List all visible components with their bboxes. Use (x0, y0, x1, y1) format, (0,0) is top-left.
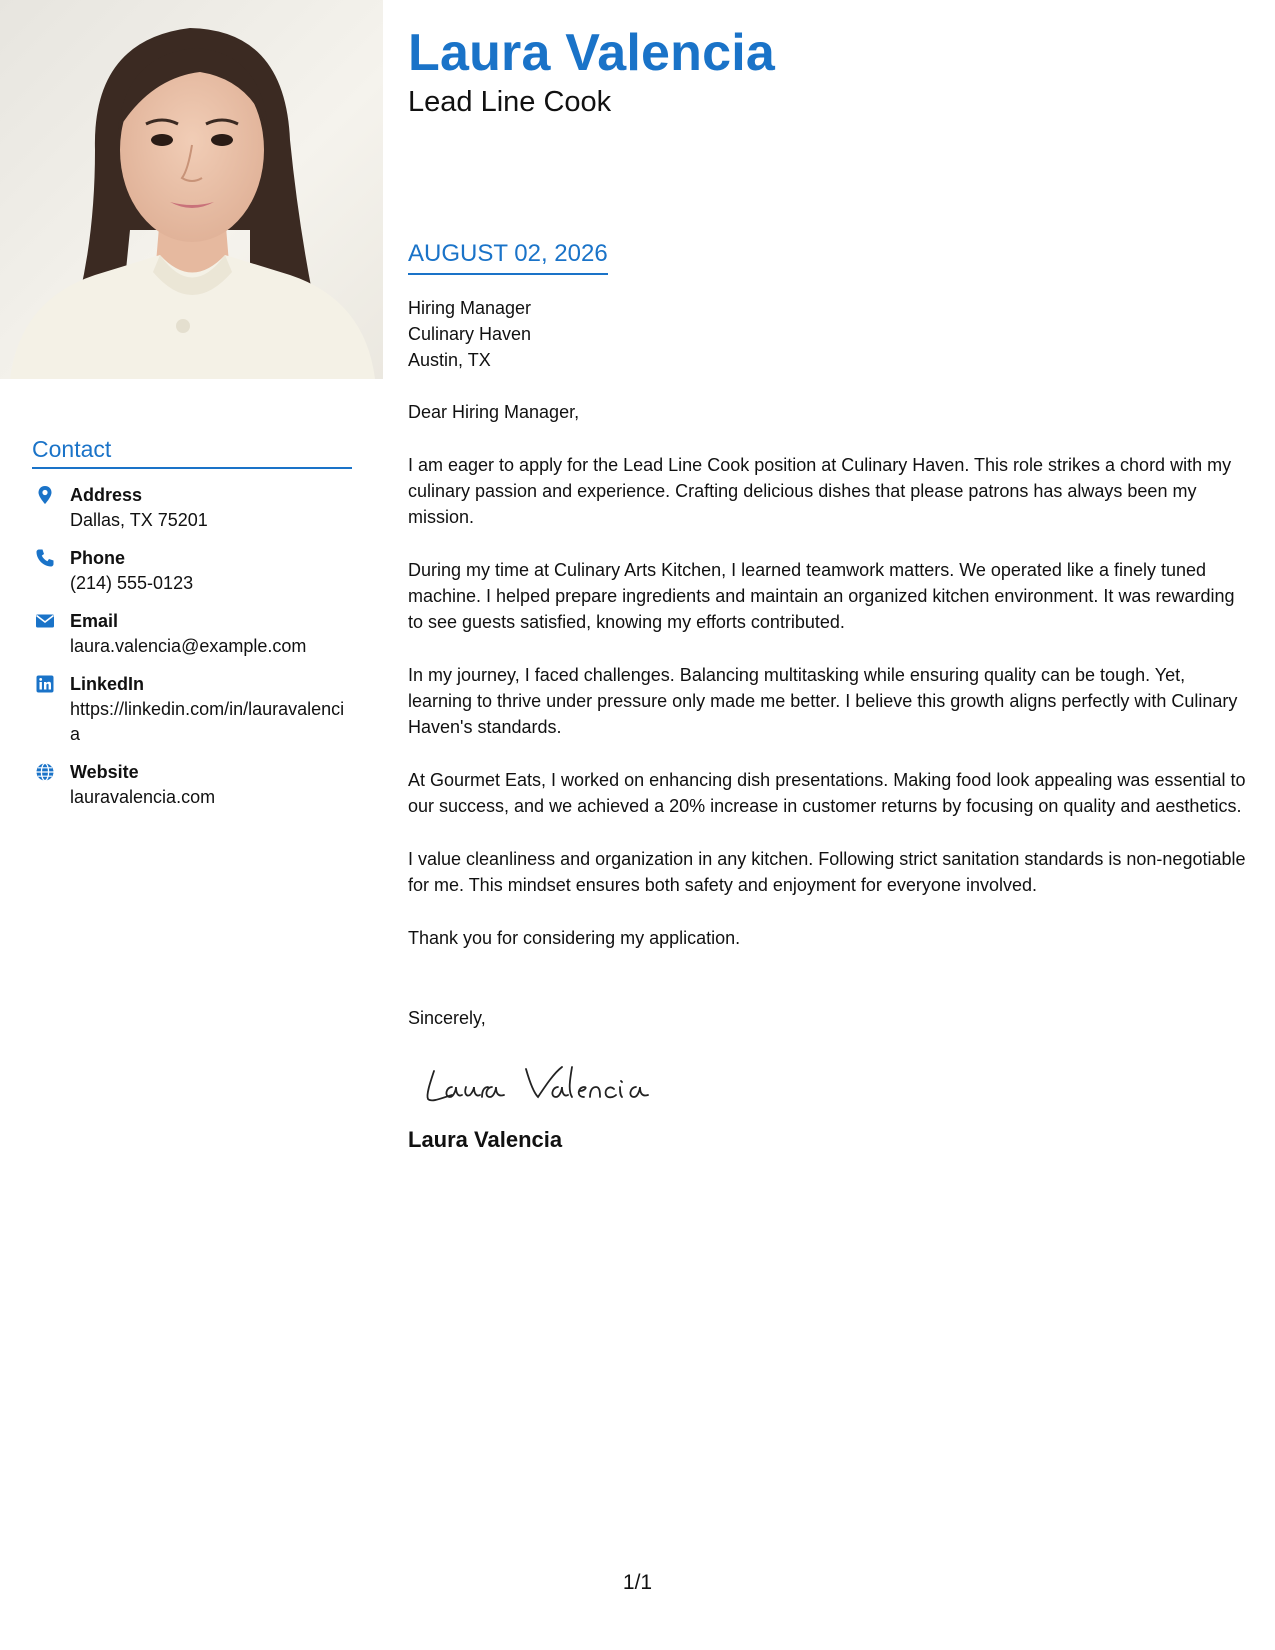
recipient-company: Culinary Haven (408, 324, 532, 344)
contact-item-phone (32, 546, 352, 596)
envelope-icon (35, 611, 55, 631)
paragraph-5: I value cleanliness and organization in any kitchen. Following strict sanitation standards is non-negotiable for me. This mindset ensures both safety and enjoyment for everyone involved. (408, 849, 1246, 895)
linkedin-icon (35, 674, 55, 694)
phone-value[interactable]: (214) 555-0123 (70, 573, 194, 593)
website-value[interactable]: lauravalencia.com (70, 787, 216, 807)
letter-date: AUGUST 02, 2026 (408, 240, 608, 275)
salutation: Dear Hiring Manager, (408, 402, 580, 422)
recipient-location: Austin, TX (408, 350, 491, 370)
email-label: Email (70, 611, 119, 631)
website-label: Website (70, 762, 139, 782)
contact-heading: Contact (32, 436, 352, 469)
globe-icon (35, 762, 55, 782)
profile-photo (0, 0, 383, 379)
page-number: 1/1 (622, 1571, 653, 1594)
address-label: Address (70, 485, 143, 505)
signature-image (422, 1057, 662, 1111)
location-pin-icon (35, 485, 55, 505)
phone-label: Phone (70, 548, 126, 568)
linkedin-value[interactable]: https://linkedin.com/in/lauravalencia (70, 699, 345, 744)
address-value: Dallas, TX 75201 (70, 510, 208, 530)
email-value[interactable]: laura.valencia@example.com (70, 636, 307, 656)
candidate-name: Laura Valencia (408, 24, 776, 82)
letter-body (408, 22, 1250, 1155)
paragraph-3: In my journey, I faced challenges. Balancing multitasking while ensuring quality can be tough. Yet, learning to thrive under pressure only made me better. I believe this growth aligns perfectly with Culinary Haven's standards. (408, 665, 1238, 737)
contact-item-linkedin (32, 672, 352, 747)
job-title: Lead Line Cook (408, 86, 612, 118)
paragraph-6: Thank you for considering my application. (408, 928, 741, 948)
signer-name: Laura Valencia (408, 1127, 563, 1152)
phone-icon (35, 548, 55, 568)
recipient-block (408, 295, 1250, 373)
closing: Sincerely, (408, 1008, 486, 1028)
linkedin-label: LinkedIn (70, 674, 145, 694)
contact-item-address (32, 483, 352, 533)
contact-item-website (32, 760, 352, 810)
recipient-title: Hiring Manager (408, 298, 532, 318)
paragraph-4: At Gourmet Eats, I worked on enhancing dish presentations. Making food look appealing was essential to our success, and we achieved a 20% increase in customer returns by focusing on quality and aesthetics. (408, 770, 1246, 816)
contact-item-email (32, 609, 352, 659)
paragraph-2: During my time at Culinary Arts Kitchen, I learned teamwork matters. We operated like a finely tuned machine. I helped prepare ingredients and maintain an organized kitchen environment. It was rewarding to see guests satisfied, knowing my efforts contributed. (408, 560, 1235, 632)
contact-section (32, 436, 352, 823)
paragraph-1: I am eager to apply for the Lead Line Cook position at Culinary Haven. This role strikes a chord with my culinary passion and experience. Crafting delicious dishes that please patrons has always been my mission. (408, 455, 1232, 527)
